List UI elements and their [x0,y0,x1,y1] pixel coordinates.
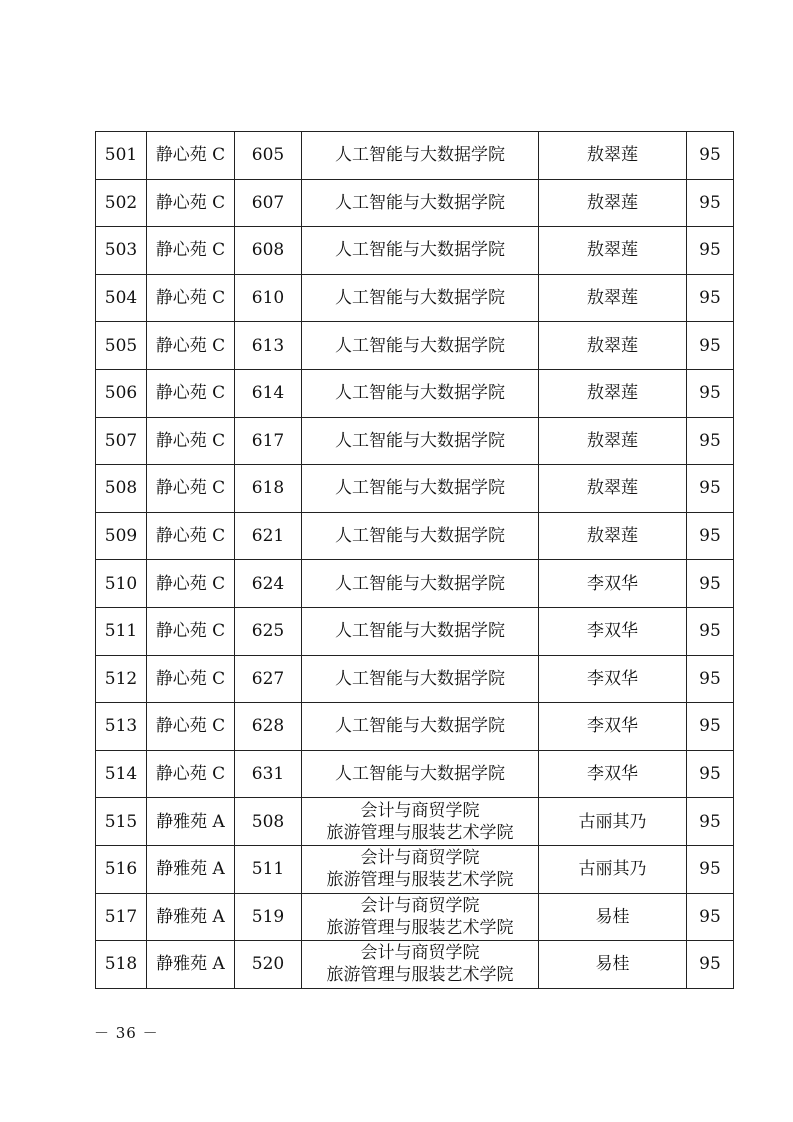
dormitory-score-table [95,131,734,989]
college-line: 人工智能与大数据学院 [335,383,505,404]
manager-cell: 李双华 [539,750,687,798]
manager-cell: 易桂 [539,893,687,941]
college-line: 人工智能与大数据学院 [335,335,505,356]
manager-cell: 敖翠莲 [539,465,687,513]
manager-cell: 李双华 [539,607,687,655]
manager-cell: 易桂 [539,941,687,989]
college-cell [302,941,539,989]
score-cell: 95 [687,227,734,275]
score-cell: 95 [687,560,734,608]
score-cell: 95 [687,132,734,180]
table-row [96,798,734,846]
room-cell: 610 [235,274,302,322]
building-cell: 静心苑 C [147,227,235,275]
college-cell [302,274,539,322]
manager-cell: 李双华 [539,703,687,751]
college-cell [302,465,539,513]
college-line: 人工智能与大数据学院 [335,668,505,689]
table-row [96,369,734,417]
room-cell: 508 [235,798,302,846]
score-cell: 95 [687,655,734,703]
room-cell: 618 [235,465,302,513]
score-cell: 95 [687,941,734,989]
score-cell: 95 [687,607,734,655]
score-cell: 95 [687,465,734,513]
table-row [96,274,734,322]
building-cell: 静雅苑 A [147,798,235,846]
row-number-cell: 503 [96,227,147,275]
building-cell: 静心苑 C [147,417,235,465]
score-cell: 95 [687,369,734,417]
college-line: 人工智能与大数据学院 [335,573,505,594]
manager-cell: 敖翠莲 [539,132,687,180]
building-cell: 静心苑 C [147,655,235,703]
row-number-cell: 501 [96,132,147,180]
college-line: 会计与商贸学院 [360,895,480,916]
building-cell: 静心苑 C [147,703,235,751]
score-cell: 95 [687,274,734,322]
row-number-cell: 512 [96,655,147,703]
building-cell: 静雅苑 A [147,893,235,941]
table-row [96,941,734,989]
college-cell [302,845,539,893]
college-line: 人工智能与大数据学院 [335,240,505,261]
manager-cell: 敖翠莲 [539,274,687,322]
college-cell [302,417,539,465]
college-cell [302,227,539,275]
room-cell: 613 [235,322,302,370]
score-cell: 95 [687,798,734,846]
college-line: 人工智能与大数据学院 [335,621,505,642]
college-cell [302,512,539,560]
manager-cell: 古丽其乃 [539,845,687,893]
college-line: 会计与商贸学院 [360,800,480,821]
building-cell: 静雅苑 A [147,845,235,893]
building-cell: 静心苑 C [147,179,235,227]
college-line: 人工智能与大数据学院 [335,478,505,499]
row-number-cell: 513 [96,703,147,751]
row-number-cell: 515 [96,798,147,846]
row-number-cell: 511 [96,607,147,655]
table-row [96,227,734,275]
college-cell [302,322,539,370]
room-cell: 607 [235,179,302,227]
table-row [96,703,734,751]
table-row [96,655,734,703]
college-line: 会计与商贸学院 [360,848,480,869]
score-cell: 95 [687,750,734,798]
row-number-cell: 510 [96,560,147,608]
table-row [96,417,734,465]
row-number-cell: 514 [96,750,147,798]
college-cell [302,607,539,655]
manager-cell: 敖翠莲 [539,512,687,560]
building-cell: 静心苑 C [147,274,235,322]
table-row [96,179,734,227]
college-line: 旅游管理与服装艺术学院 [326,917,514,938]
college-cell [302,655,539,703]
college-line: 旅游管理与服装艺术学院 [326,822,514,843]
room-cell: 627 [235,655,302,703]
table-row [96,322,734,370]
score-cell: 95 [687,179,734,227]
score-cell: 95 [687,512,734,560]
room-cell: 511 [235,845,302,893]
college-cell [302,132,539,180]
college-line: 人工智能与大数据学院 [335,145,505,166]
building-cell: 静心苑 C [147,465,235,513]
table-row [96,893,734,941]
building-cell: 静心苑 C [147,560,235,608]
row-number-cell: 507 [96,417,147,465]
manager-cell: 古丽其乃 [539,798,687,846]
room-cell: 608 [235,227,302,275]
row-number-cell: 518 [96,941,147,989]
manager-cell: 敖翠莲 [539,179,687,227]
table-row [96,750,734,798]
room-cell: 605 [235,132,302,180]
table-body [96,132,734,989]
college-line: 人工智能与大数据学院 [335,288,505,309]
manager-cell: 敖翠莲 [539,369,687,417]
row-number-cell: 516 [96,845,147,893]
score-cell: 95 [687,845,734,893]
room-cell: 519 [235,893,302,941]
college-cell [302,750,539,798]
building-cell: 静心苑 C [147,322,235,370]
row-number-cell: 506 [96,369,147,417]
college-line: 人工智能与大数据学院 [335,716,505,737]
building-cell: 静心苑 C [147,369,235,417]
room-cell: 621 [235,512,302,560]
college-line: 人工智能与大数据学院 [335,764,505,785]
building-cell: 静雅苑 A [147,941,235,989]
manager-cell: 李双华 [539,655,687,703]
table-row [96,132,734,180]
score-cell: 95 [687,322,734,370]
score-cell: 95 [687,703,734,751]
manager-cell: 敖翠莲 [539,227,687,275]
room-cell: 624 [235,560,302,608]
manager-cell: 敖翠莲 [539,322,687,370]
college-cell [302,798,539,846]
room-cell: 631 [235,750,302,798]
table-row [96,845,734,893]
room-cell: 614 [235,369,302,417]
row-number-cell: 509 [96,512,147,560]
score-cell: 95 [687,417,734,465]
building-cell: 静心苑 C [147,607,235,655]
college-line: 会计与商贸学院 [360,943,480,964]
manager-cell: 敖翠莲 [539,417,687,465]
table-row [96,512,734,560]
college-line: 人工智能与大数据学院 [335,526,505,547]
college-line: 人工智能与大数据学院 [335,430,505,451]
row-number-cell: 502 [96,179,147,227]
college-line: 旅游管理与服装艺术学院 [326,870,514,891]
room-cell: 520 [235,941,302,989]
building-cell: 静心苑 C [147,750,235,798]
row-number-cell: 508 [96,465,147,513]
college-line: 旅游管理与服装艺术学院 [326,965,514,986]
college-cell [302,179,539,227]
building-cell: 静心苑 C [147,132,235,180]
college-cell [302,369,539,417]
table-row [96,560,734,608]
row-number-cell: 517 [96,893,147,941]
building-cell: 静心苑 C [147,512,235,560]
page-number: － 36 － [94,1024,159,1042]
college-cell [302,560,539,608]
manager-cell: 李双华 [539,560,687,608]
table-row [96,465,734,513]
row-number-cell: 504 [96,274,147,322]
table-row [96,607,734,655]
college-cell [302,893,539,941]
room-cell: 625 [235,607,302,655]
college-cell [302,703,539,751]
score-cell: 95 [687,893,734,941]
room-cell: 628 [235,703,302,751]
college-line: 人工智能与大数据学院 [335,192,505,213]
room-cell: 617 [235,417,302,465]
row-number-cell: 505 [96,322,147,370]
